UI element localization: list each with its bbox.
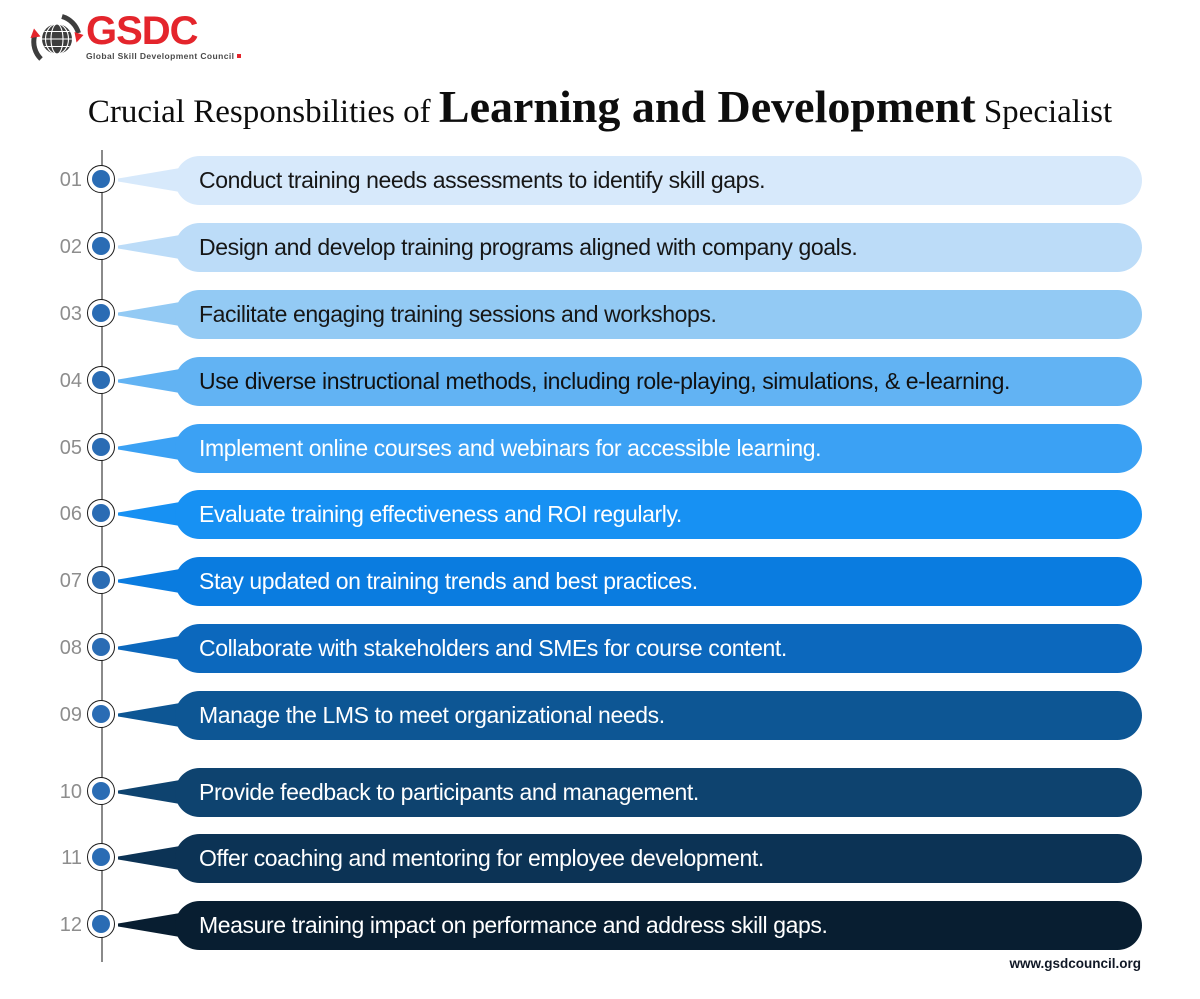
responsibility-bubble bbox=[175, 557, 1142, 606]
page-title bbox=[0, 80, 1200, 133]
step-number: 04 bbox=[59, 370, 82, 392]
timeline-node-icon bbox=[87, 232, 115, 260]
bubble-tail bbox=[118, 703, 180, 727]
logo-red-square bbox=[237, 54, 241, 58]
bubble-tail bbox=[118, 780, 180, 804]
bubble-tail bbox=[118, 302, 180, 326]
timeline-node-dot bbox=[92, 304, 110, 322]
gsdc-logo bbox=[28, 9, 241, 68]
responsibility-row bbox=[0, 556, 1200, 606]
responsibility-row bbox=[0, 423, 1200, 473]
step-number: 08 bbox=[59, 637, 82, 659]
timeline-node-icon bbox=[87, 843, 115, 871]
responsibility-row bbox=[0, 623, 1200, 673]
timeline-node-icon bbox=[87, 910, 115, 938]
step-number: 07 bbox=[59, 570, 82, 592]
timeline-node-icon bbox=[87, 700, 115, 728]
timeline-node-dot bbox=[92, 170, 110, 188]
responsibility-bubble bbox=[175, 834, 1142, 883]
responsibility-bubble bbox=[175, 624, 1142, 673]
timeline-node-dot bbox=[92, 438, 110, 456]
step-number: 05 bbox=[59, 437, 82, 459]
globe-icon bbox=[28, 12, 84, 68]
step-number: 12 bbox=[59, 914, 82, 936]
timeline-node-icon bbox=[87, 299, 115, 327]
timeline-node-icon bbox=[87, 499, 115, 527]
responsibility-row bbox=[0, 489, 1200, 539]
bubble-tail bbox=[118, 369, 180, 393]
logo-brand-text: GSDC bbox=[86, 9, 198, 53]
responsibility-bubble bbox=[175, 424, 1142, 473]
responsibility-text: Manage the LMS to meet organizational needs. bbox=[199, 701, 665, 728]
bubble-tail bbox=[118, 636, 180, 660]
responsibility-text: Use diverse instructional methods, including role-playing, simulations, & e-learning. bbox=[199, 367, 1011, 394]
timeline-node-dot bbox=[92, 504, 110, 522]
logo-text-block bbox=[86, 9, 241, 61]
responsibility-text: Facilitate engaging training sessions and workshops. bbox=[199, 300, 717, 327]
responsibility-text: Design and develop training programs aligned with company goals. bbox=[199, 233, 858, 260]
responsibility-row bbox=[0, 690, 1200, 740]
bubble-tail bbox=[118, 235, 180, 259]
step-number: 10 bbox=[59, 781, 82, 803]
responsibility-row bbox=[0, 900, 1200, 950]
responsibility-bubble bbox=[175, 490, 1142, 539]
step-number: 01 bbox=[59, 169, 82, 191]
title-highlight: Learning and Development bbox=[438, 81, 976, 132]
bubble-tail bbox=[118, 436, 180, 460]
step-number: 09 bbox=[59, 704, 82, 726]
title-suffix: Specialist bbox=[975, 94, 1113, 130]
timeline-line bbox=[101, 150, 103, 962]
bubble-tail bbox=[118, 846, 180, 870]
step-number: 11 bbox=[61, 847, 82, 869]
timeline-node-icon bbox=[87, 633, 115, 661]
responsibility-bubble bbox=[175, 156, 1142, 205]
responsibility-bubble bbox=[175, 691, 1142, 740]
timeline-node-dot bbox=[92, 915, 110, 933]
logo-tagline-row bbox=[86, 51, 241, 61]
responsibility-text: Measure training impact on performance and address skill gaps. bbox=[199, 911, 828, 938]
responsibility-row bbox=[0, 289, 1200, 339]
title-prefix: Crucial Responsbilities of bbox=[87, 94, 439, 130]
bubble-tail bbox=[118, 502, 180, 526]
timeline-node-dot bbox=[92, 371, 110, 389]
responsibility-bubble bbox=[175, 901, 1142, 950]
timeline-node-dot bbox=[92, 705, 110, 723]
step-number: 03 bbox=[59, 303, 82, 325]
step-number: 02 bbox=[59, 236, 82, 258]
responsibility-row bbox=[0, 356, 1200, 406]
timeline-node-icon bbox=[87, 165, 115, 193]
responsibility-row bbox=[0, 767, 1200, 817]
bubble-tail bbox=[118, 569, 180, 593]
responsibility-text: Offer coaching and mentoring for employee development. bbox=[199, 844, 764, 871]
responsibility-bubble bbox=[175, 357, 1142, 406]
logo-tagline: Global Skill Development Council bbox=[86, 51, 235, 61]
timeline-node-dot bbox=[92, 848, 110, 866]
responsibility-text: Stay updated on training trends and best practices. bbox=[199, 567, 698, 594]
timeline-node-dot bbox=[92, 571, 110, 589]
responsibility-text: Conduct training needs assessments to identify skill gaps. bbox=[199, 166, 766, 193]
responsibility-row bbox=[0, 155, 1200, 205]
timeline-node-icon bbox=[87, 433, 115, 461]
timeline-node-icon bbox=[87, 366, 115, 394]
timeline-node-icon bbox=[87, 566, 115, 594]
bubble-tail bbox=[118, 168, 180, 192]
timeline-node-dot bbox=[92, 782, 110, 800]
timeline-node-dot bbox=[92, 237, 110, 255]
step-number: 06 bbox=[59, 503, 82, 525]
responsibility-text: Provide feedback to participants and management. bbox=[199, 778, 699, 805]
timeline-node-icon bbox=[87, 777, 115, 805]
responsibility-text: Implement online courses and webinars for accessible learning. bbox=[199, 434, 822, 461]
responsibility-text: Evaluate training effectiveness and ROI regularly. bbox=[199, 500, 682, 527]
responsibility-row bbox=[0, 833, 1200, 883]
responsibility-bubble bbox=[175, 768, 1142, 817]
bubble-tail bbox=[118, 913, 180, 937]
timeline-node-dot bbox=[92, 638, 110, 656]
website-link[interactable]: www.gsdcouncil.org bbox=[1009, 956, 1141, 971]
responsibility-bubble bbox=[175, 290, 1142, 339]
responsibility-row bbox=[0, 222, 1200, 272]
responsibility-text: Collaborate with stakeholders and SMEs for course content. bbox=[199, 634, 787, 661]
responsibility-bubble bbox=[175, 223, 1142, 272]
